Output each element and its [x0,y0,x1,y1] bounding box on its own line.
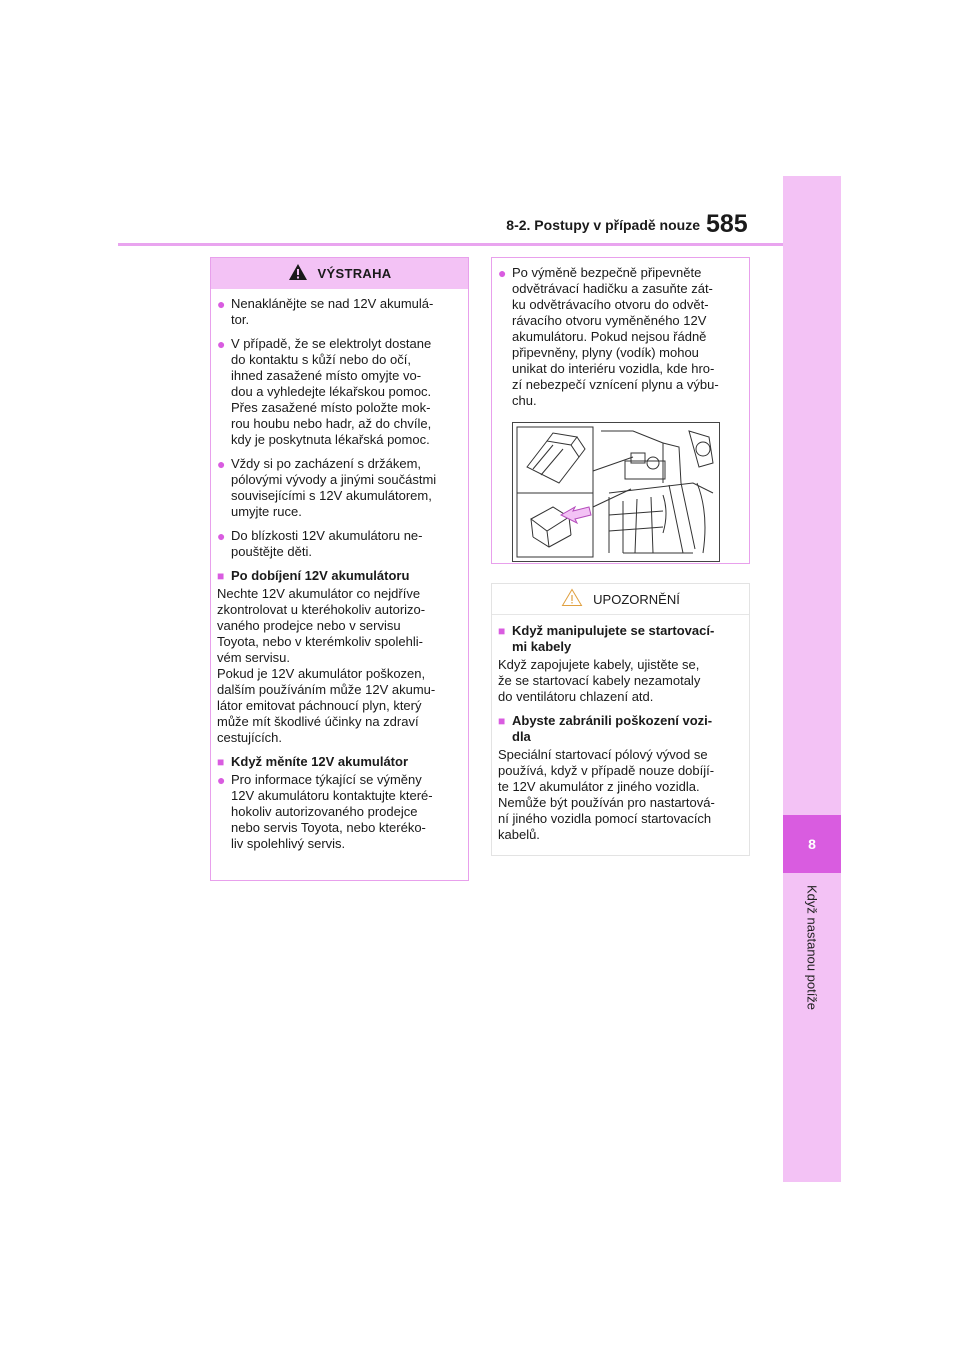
notice-title: UPOZORNĚNÍ [593,591,680,607]
subheading [217,568,462,584]
notice-box [491,583,750,856]
subheading [217,754,462,770]
chapter-title: Když nastanou potíže [804,885,820,1011]
warning-bullet [217,772,462,852]
warning-bullet-text: V případě, že se elektrolyt dostane do kontaktu s kůží nebo do očí, ihned zasažené místo omyjte vo- dou a vyhledejte lékařskou pomoc. Přes zasažené místo položte mok- rou houbu nebo hadr, až do chvíle, kdy je poskytnuta lékařská pomoc. [231,336,432,447]
arrow-icon [561,507,591,523]
square-bullet-icon: ■ [217,755,225,769]
warning-bullet [217,456,462,520]
warning-bullet-text: Nenaklánějte se nad 12V akumulá- tor. [231,296,434,327]
battery-vent-illustration [512,422,720,562]
warning-header [211,258,468,289]
warning-bullet-text: Vždy si po zacházení s držákem, pólovými vývody a jinými součástmi souvisejícími s 12V akumulátorem, umyjte ruce. [231,456,437,519]
warning-bullet [217,336,462,448]
bullet-dot-icon: ● [498,265,507,281]
warning-bullet [217,296,462,328]
chapter-number-box [783,815,841,873]
square-bullet-icon: ■ [217,569,225,583]
continuation-content [492,258,749,409]
subheading-text: Když měníte 12V akumulátor [231,754,408,769]
paragraph: Nechte 12V akumulátor co nejdříve zkontrolovat u kteréhokoliv autorizo- vaného prodejce nebo v servisu Toyota, nebo v kterémkoliv spolehli- vém servisu. Pokud je 12V akumulátor poškozen, dalším používáním může 12V akumu- látor emitovat páchnoucí plyn, který může mít škodlivé účinky na zdraví cestujících. [217,586,436,745]
bullet-dot-icon: ● [217,296,226,312]
notice-header [492,584,749,615]
warning-continuation-box [491,257,750,564]
subheading [498,713,743,745]
bullet-dot-icon: ● [217,456,226,472]
continuation-bullet [498,265,743,409]
warning-bullet-text: Pro informace týkající se výměny 12V akumulátoru kontaktujte které- hokoliv autorizovaného prodejce nebo servis Toyota, nebo kteréko- liv spolehlivý servis. [231,772,433,851]
header-rule [118,243,783,246]
notice-content [492,615,749,843]
caution-triangle-icon [561,588,583,610]
warning-bullet [217,528,462,560]
paragraph: Když zapojujete kabely, ujistěte se, že se startovací kabely nezamotaly do ventilátoru chlazení atd. [498,657,701,704]
warning-content [211,289,468,852]
subheading-text: Po dobíjení 12V akumulátoru [231,568,410,583]
continuation-bullet-text: Po výměně bezpečně připevněte odvětrávací hadičku a zasuňte zát- ku odvětrávacího otvoru do odvět- rávacího otvoru vyměněného 12V akumulátoru. Pokud nejsou řádně připevněny, plyny (vodík) mohou unikat do interiéru vozidla, kde hro- zí nebezpečí vznícení plynu a výbu- chu. [512,265,719,408]
page-number: 585 [706,210,748,238]
chapter-number: 8 [808,836,816,852]
bullet-dot-icon: ● [217,772,226,788]
square-bullet-icon: ■ [498,714,506,728]
square-bullet-icon: ■ [498,624,506,638]
warning-title: VÝSTRAHA [317,266,392,281]
battery-vent-drawing [513,423,719,561]
paragraph: Speciální startovací pólový vývod se používá, když v případě nouze dobíjí- te 12V akumulátor z jiného vozidla. Nemůže být používán pro nastartová- ní jiného vozidla pomocí startovacích kabelů. [498,747,715,842]
warning-box [210,257,469,881]
section-title: 8-2. Postupy v případě nouze [506,217,700,233]
bullet-dot-icon: ● [217,528,226,544]
warning-bullet-text: Do blízkosti 12V akumulátoru ne- pouštějte děti. [231,528,423,559]
warning-triangle-icon [288,263,308,284]
subheading [498,623,743,655]
subheading-text: Když manipulujete se startovací- mi kabely [512,623,715,654]
bullet-dot-icon: ● [217,336,226,352]
subheading-text: Abyste zabránili poškození vozi- dla [512,713,713,744]
chapter-side-tab [783,176,841,1182]
